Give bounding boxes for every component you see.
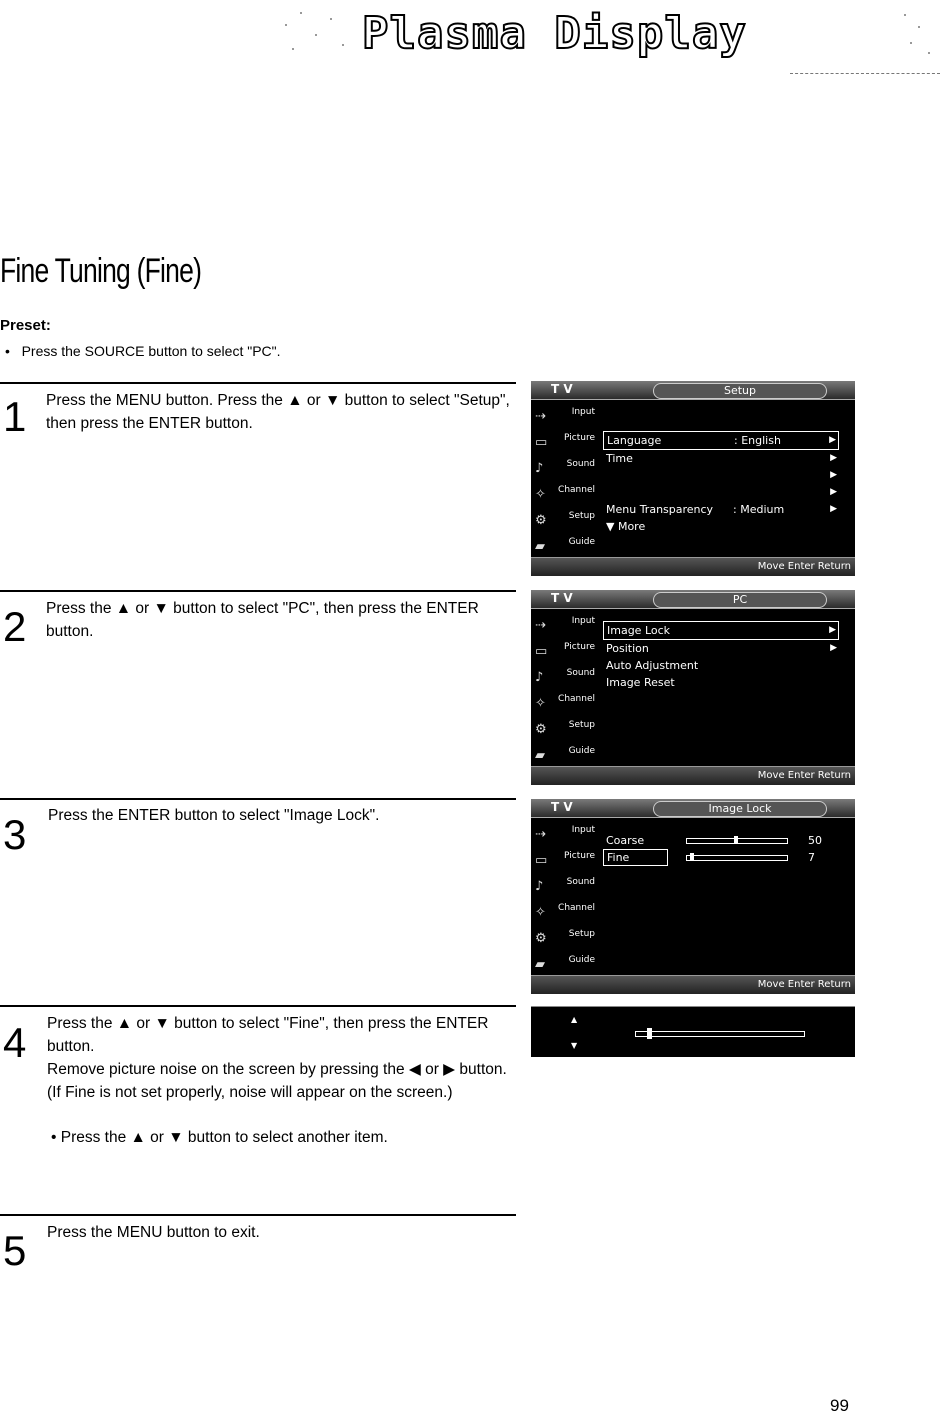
tv-sidebar — [531, 399, 599, 555]
right-arrow-icon: ▶ — [830, 470, 837, 480]
step-text: Press the ▲ or ▼ button to select "PC", then press the ENTER button. — [46, 600, 479, 640]
down-arrow-icon[interactable]: ▼ — [571, 1041, 578, 1050]
menu-item-menu-transparency[interactable]: Menu Transparency : Medium ▶ — [606, 503, 837, 516]
tv-screen-setup — [531, 381, 855, 576]
fine-label: Fine — [603, 849, 668, 866]
sidebar-item-input: ⇢ Input — [531, 817, 599, 843]
fine-row[interactable] — [603, 849, 846, 866]
sidebar-item-picture: ▭ Picture — [531, 634, 599, 660]
sidebar-item-channel: ✧ Channel — [531, 686, 599, 712]
right-arrow-icon: ▶ — [829, 435, 836, 445]
setup-menu — [603, 431, 839, 535]
step-text: Press the MENU button to exit. — [47, 1224, 260, 1241]
picture-icon: ▭ — [535, 853, 548, 868]
input-icon: ⇢ — [535, 618, 546, 633]
step-divider — [0, 798, 516, 800]
sidebar-item-channel: ✧ Channel — [531, 895, 599, 921]
menu-item-blank[interactable] — [603, 484, 839, 501]
menu-item-image-reset[interactable]: Image Reset — [606, 676, 675, 689]
step-divider — [0, 590, 516, 592]
screen-topbar — [531, 381, 855, 400]
header-rule — [790, 73, 940, 74]
tv-screen-pc — [531, 590, 855, 785]
step-number: 2 — [3, 603, 27, 650]
step-divider — [0, 382, 516, 384]
setup-icon: ⚙ — [535, 931, 547, 946]
sidebar-item-picture: ▭ Picture — [531, 425, 599, 451]
channel-icon: ✧ — [535, 487, 546, 502]
header-decoration-right — [900, 4, 940, 64]
tv-screen-fine-adjust — [531, 1006, 855, 1057]
menu-item-time[interactable]: Time ▶ — [606, 452, 837, 465]
preset-heading: Preset: — [0, 317, 51, 334]
right-arrow-icon: ▶ — [829, 625, 836, 635]
page-number: 99 — [830, 1396, 849, 1415]
step-subbullet: • Press the ▲ or ▼ button to select another item. — [51, 1129, 388, 1146]
guide-icon: ▰ — [535, 957, 545, 972]
tv-screen-image-lock — [531, 799, 855, 994]
sidebar-item-setup: ⚙ Setup — [531, 503, 599, 529]
menu-title: Setup — [653, 383, 827, 399]
picture-icon: ▭ — [535, 435, 548, 450]
sidebar-item-guide: ▰ Guide — [531, 947, 599, 973]
screen-footer: Move Enter Return — [531, 557, 855, 576]
tv-sidebar — [531, 608, 599, 764]
sidebar-item-setup: ⚙ Setup — [531, 712, 599, 738]
step-text: Press the ENTER button to select "Image Lock". — [48, 807, 380, 824]
guide-icon: ▰ — [535, 748, 545, 763]
coarse-value: 50 — [808, 834, 822, 847]
sidebar-item-setup: ⚙ Setup — [531, 921, 599, 947]
pc-menu — [603, 621, 839, 691]
page-title: Fine Tuning (Fine) — [0, 252, 202, 290]
sidebar-item-sound: ♪ Sound — [531, 869, 599, 895]
setup-icon: ⚙ — [535, 722, 547, 737]
menu-item-image-lock[interactable]: Image Lock ▶ — [603, 621, 839, 640]
up-arrow-icon[interactable]: ▲ — [571, 1015, 578, 1024]
guide-icon: ▰ — [535, 539, 545, 554]
sidebar-item-guide: ▰ Guide — [531, 529, 599, 555]
sidebar-item-sound: ♪ Sound — [531, 660, 599, 686]
setup-icon: ⚙ — [535, 513, 547, 528]
sound-icon: ♪ — [535, 670, 544, 685]
tv-label: T V — [551, 382, 573, 396]
sidebar-item-input: ⇢ Input — [531, 608, 599, 634]
step-number: 4 — [3, 1019, 27, 1066]
screen-topbar — [531, 590, 855, 609]
channel-icon: ✧ — [535, 696, 546, 711]
menu-item-language[interactable]: Language : English ▶ — [603, 431, 839, 450]
fine-adjust-knob[interactable] — [647, 1028, 652, 1039]
right-arrow-icon: ▶ — [830, 453, 837, 463]
sidebar-item-input: ⇢ Input — [531, 399, 599, 425]
coarse-slider-knob[interactable] — [734, 836, 738, 844]
right-arrow-icon: ▶ — [830, 504, 837, 514]
tv-label: T V — [551, 800, 573, 814]
screen-footer: Move Enter Return — [531, 766, 855, 785]
sound-icon: ♪ — [535, 461, 544, 476]
step-divider — [0, 1214, 516, 1216]
fine-adjust-slider[interactable] — [635, 1031, 805, 1037]
sidebar-item-picture: ▭ Picture — [531, 843, 599, 869]
picture-icon: ▭ — [535, 644, 548, 659]
fine-slider-knob[interactable] — [690, 853, 694, 861]
step-number: 1 — [3, 393, 27, 440]
menu-item-blank[interactable] — [603, 467, 839, 484]
fine-value: 7 — [808, 851, 815, 864]
sidebar-item-guide: ▰ Guide — [531, 738, 599, 764]
right-arrow-icon: ▶ — [830, 487, 837, 497]
tv-label: T V — [551, 591, 573, 605]
menu-item-more[interactable]: ▼ More — [606, 520, 646, 533]
step-text: Press the ▲ or ▼ button to select "Fine", then press the ENTER button. Remove picture noise on the screen by pressing the ◀ or ▶ button. (If Fine is not set properly, noise will appear on the screen.) • Press the ▲ or ▼ button to select another item. — [47, 1012, 507, 1149]
menu-item-auto-adjustment[interactable]: Auto Adjustment — [606, 659, 699, 672]
screen-footer: Move Enter Return — [531, 975, 855, 994]
step-number: 5 — [3, 1227, 27, 1274]
brand-title: Plasma Display — [362, 8, 747, 59]
fine-slider[interactable] — [686, 855, 788, 861]
menu-title: Image Lock — [653, 801, 827, 817]
coarse-row[interactable] — [606, 832, 846, 849]
input-icon: ⇢ — [535, 409, 546, 424]
coarse-label: Coarse — [606, 834, 645, 847]
step-divider — [0, 1005, 516, 1007]
header-decoration — [280, 4, 360, 64]
tv-sidebar — [531, 817, 599, 973]
input-icon: ⇢ — [535, 827, 546, 842]
step-text: Press the MENU button. Press the ▲ or ▼ button to select "Setup", then press the ENTER button. — [46, 392, 510, 432]
preset-bullet: • Press the SOURCE button to select "PC". — [5, 343, 281, 359]
sound-icon: ♪ — [535, 879, 544, 894]
menu-item-position[interactable]: Position ▶ — [606, 642, 837, 655]
step-number: 3 — [3, 811, 27, 858]
menu-title: PC — [653, 592, 827, 608]
channel-icon: ✧ — [535, 905, 546, 920]
right-arrow-icon: ▶ — [830, 643, 837, 653]
screen-topbar — [531, 799, 855, 818]
sidebar-item-sound: ♪ Sound — [531, 451, 599, 477]
sidebar-item-channel: ✧ Channel — [531, 477, 599, 503]
